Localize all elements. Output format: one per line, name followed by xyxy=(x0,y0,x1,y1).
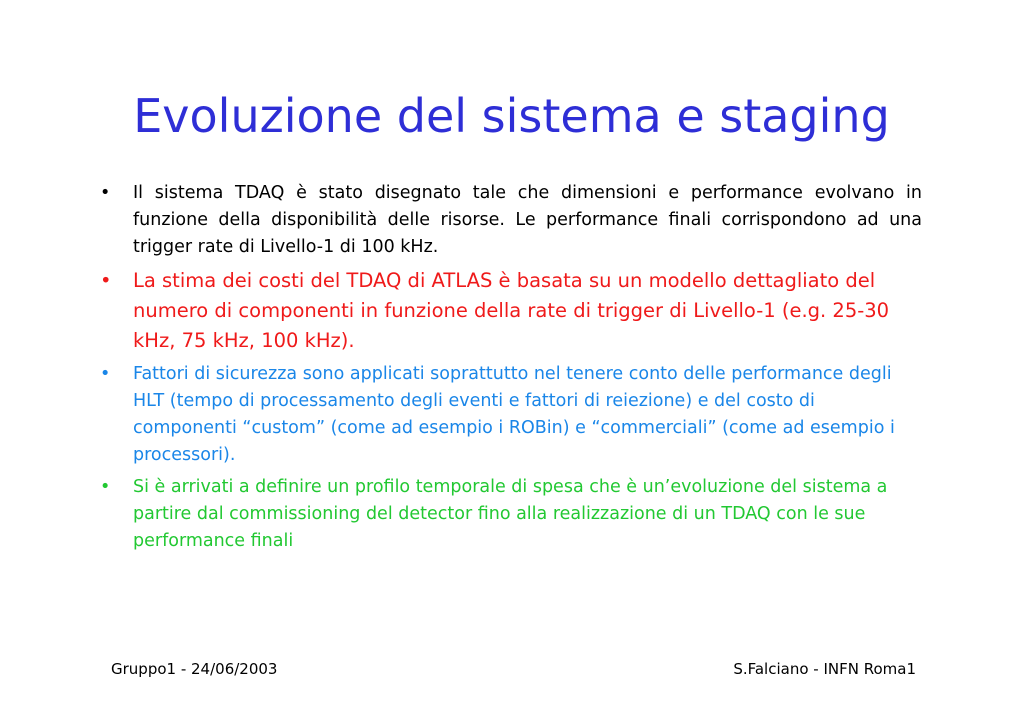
bullet-marker: • xyxy=(100,364,111,384)
footer-left: Gruppo1 - 24/06/2003 xyxy=(111,660,278,678)
bullet-marker: • xyxy=(100,269,112,292)
bullet-item-2 xyxy=(100,266,922,356)
bullet-text: Si è arrivati a definire un profilo temporale di spesa che è un’evoluzione del sistema a partire dal commissioning del detector fino alla realizzazione di un TDAQ con le sue performance finali xyxy=(133,477,888,551)
bullet-text: Il sistema TDAQ è stato disegnato tale che dimensioni e performance evolvano in funzione della disponibilità delle risorse. Le performance finali corrispondono ad una trigger rate di Livello-1 di 100 kHz. xyxy=(133,183,922,257)
bullet-text: Fattori di sicurezza sono applicati soprattutto nel tenere conto delle performance degli HLT (tempo di processamento degli eventi e fattori di reiezione) e del costo di componenti “custom” (come ad esempio i ROBin) e “commerciali” (come ad esempio i processori). xyxy=(133,364,895,465)
slide-title: Evoluzione del sistema e staging xyxy=(133,89,890,143)
bullet-item-1 xyxy=(100,180,922,261)
bullet-list xyxy=(100,180,922,560)
bullet-item-4 xyxy=(100,474,922,555)
bullet-marker: • xyxy=(100,477,111,497)
bullet-text: La stima dei costi del TDAQ di ATLAS è basata su un modello dettagliato del numero di componenti in funzione della rate di trigger di Livello-1 (e.g. 25-30 kHz, 75 kHz, 100 kHz). xyxy=(133,269,890,352)
bullet-item-3 xyxy=(100,361,922,469)
bullet-marker: • xyxy=(100,183,111,203)
footer-right: S.Falciano - INFN Roma1 xyxy=(733,660,916,678)
